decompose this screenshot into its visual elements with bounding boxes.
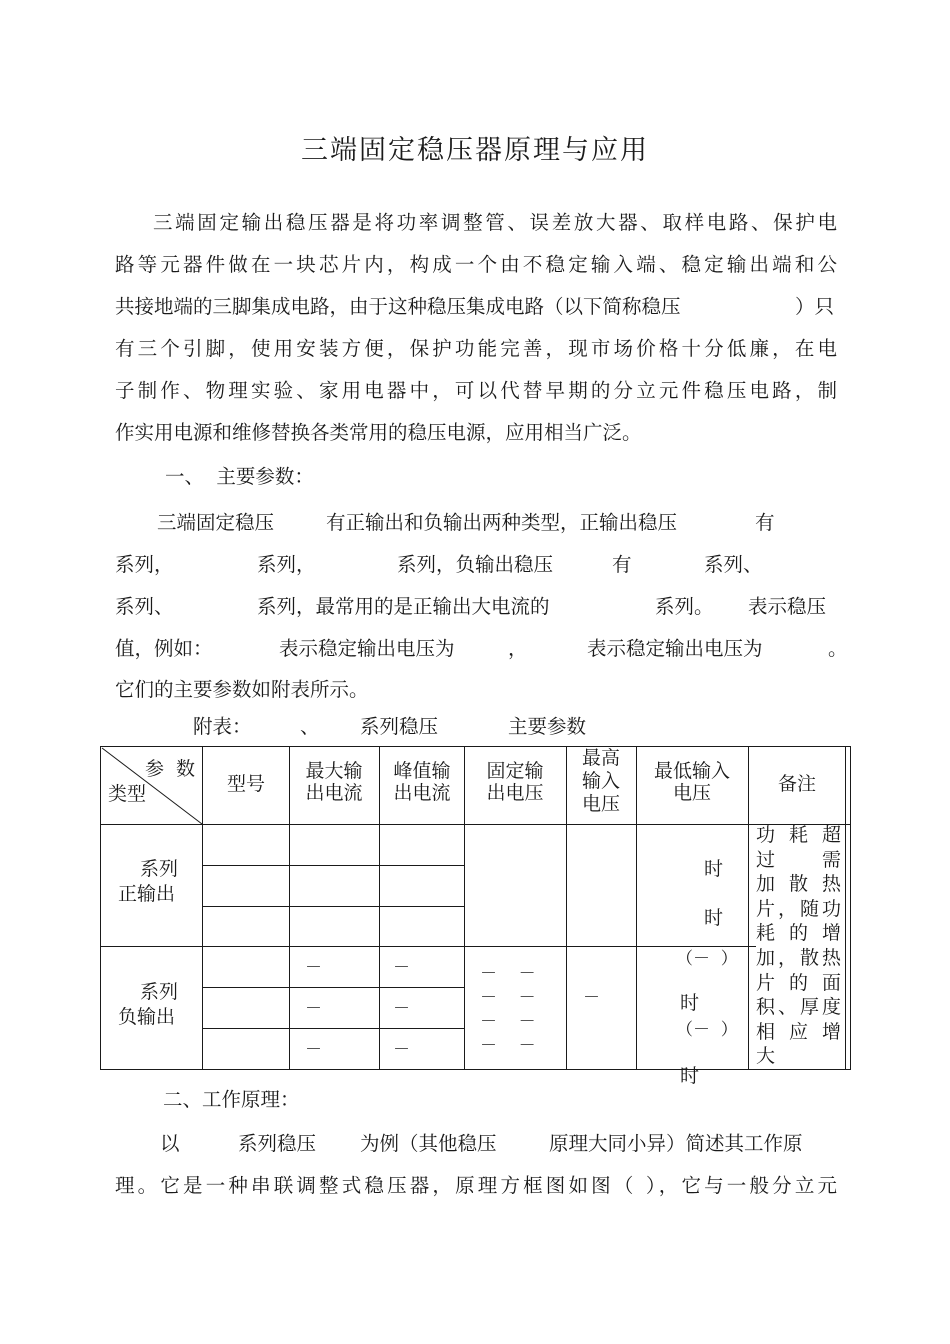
note-line: 加，散热 (756, 946, 841, 969)
note-line: 相 应 增 (756, 1020, 841, 1043)
peak-current-dash-1: － (393, 958, 410, 978)
intro-line-4: 有三个引脚，使用安装方便，保护功能完善，现市场价格十分低廉，在电 (115, 337, 837, 360)
min-input-2: 时 (704, 907, 724, 929)
s1-l3d: 表示稳压 (748, 595, 827, 618)
header-max-current: 最大输出电流 (305, 760, 363, 804)
corner-header-top: 参 数 (144, 758, 196, 780)
caption-c: 系列稳压 (360, 715, 439, 738)
row-negative-label: 负输出 (118, 1006, 176, 1028)
s2-l1d: 原理大同小异）简述其工作原 (549, 1132, 803, 1155)
caption-d: 主要参数 (508, 715, 587, 738)
intro-line-2: 路等元器件做在一块芯片内，构成一个由不稳定输入端、稳定输出端和公 (115, 253, 837, 276)
caption-b: 、 (300, 715, 320, 738)
page-title: 三端固定稳压器原理与应用 (301, 135, 649, 166)
s2-l2: 理。它是一种串联调整式稳压器，原理方框图如图（ ），它与一般分立元 (115, 1174, 837, 1197)
min-input-3: （－ ） (676, 949, 738, 969)
s1-l4d: 表示稳定输出电压为 (587, 637, 763, 660)
s1-l2e: 系列、 (704, 553, 763, 576)
header-peak-current: 峰值输出电流 (393, 760, 451, 804)
max-input-dash: － (583, 988, 600, 1008)
s1-l4e: 。 (828, 637, 848, 660)
header-note: 备注 (777, 773, 816, 795)
note-line: 过 需 (756, 848, 841, 871)
intro-line-6: 作实用电源和维修替换各类常用的稳压电源，应用相当广泛。 (115, 421, 642, 444)
s2-l1b: 系列稳压 (238, 1132, 317, 1155)
s1-l2c: 系列，负输出稳压 (397, 553, 554, 576)
fixed-voltage-dash-2: － － (480, 988, 536, 1008)
note-line: 耗 的 增 (756, 922, 841, 945)
fixed-voltage-dash-1: － － (480, 964, 536, 984)
section1-heading: 一、 主要参数： (165, 465, 314, 488)
section2-heading: 二、工作原理： (163, 1088, 300, 1111)
s1-l1c: 有 (755, 511, 775, 534)
header-model: 型号 (226, 773, 265, 795)
header-min-input: 最低输入电压 (653, 760, 730, 804)
s1-l3b: 系列，最常用的是正输出大电流的 (257, 595, 550, 618)
note-line: 大 (756, 1045, 776, 1068)
note-line: 加 散 热 (756, 873, 841, 896)
s2-l1a: 以 (160, 1132, 180, 1155)
s1-l1b: 有正输出和负输出两种类型，正输出稳压 (326, 511, 678, 534)
note-line: 功 耗 超 (756, 824, 841, 846)
peak-current-dash-2: － (393, 999, 410, 1019)
max-current-dash-3: － (305, 1040, 322, 1060)
peak-current-dash-3: － (393, 1040, 410, 1060)
s1-l4b: 表示稳定输出电压为 (279, 637, 455, 660)
fixed-voltage-dash-3: － － (480, 1012, 536, 1032)
row-negative-series: 系列 (140, 981, 179, 1003)
header-fixed-voltage: 固定输出电压 (486, 760, 544, 804)
s2-l1c: 为例（其他稳压 (360, 1132, 497, 1155)
corner-header-bottom: 类型 (108, 783, 147, 805)
s1-l1a: 三端固定稳压 (157, 511, 275, 534)
s1-l2d: 有 (612, 553, 632, 576)
min-input-6: 时 (680, 1065, 700, 1087)
min-input-1: 时 (704, 858, 724, 880)
intro-line-3-tail: ）只 (795, 295, 835, 318)
s1-l3a: 系列、 (115, 595, 174, 618)
intro-line-3: 共接地端的三脚集成电路，由于这种稳压集成电路（以下简称稳压 (115, 295, 681, 318)
s1-l2b: 系列， (257, 553, 316, 576)
note-text (756, 823, 841, 1069)
s1-l3c: 系列。 (655, 595, 714, 618)
s1-l2a: 系列， (115, 553, 174, 576)
min-input-4: 时 (680, 992, 700, 1014)
row-positive-series: 系列 (140, 858, 179, 880)
s1-l4a: 值，例如： (115, 637, 213, 660)
note-line: 片 的 面 (756, 971, 841, 994)
row-positive-label: 正输出 (118, 883, 176, 905)
intro-line-5: 子制作、物理实验、家用电器中，可以代替早期的分立元件稳压电路，制 (115, 379, 837, 402)
note-line: 片，随功 (756, 897, 841, 920)
fixed-voltage-dash-4: － － (480, 1036, 536, 1056)
caption-a: 附表： (193, 715, 252, 738)
s1-l4c: ， (508, 637, 528, 660)
header-max-input: 最高输入电压 (581, 747, 620, 815)
max-current-dash-2: － (305, 999, 322, 1019)
note-line: 积、厚度 (756, 996, 841, 1019)
min-input-5: （－ ） (676, 1020, 738, 1040)
max-current-dash-1: － (305, 958, 322, 978)
s1-l5: 它们的主要参数如附表所示。 (115, 678, 369, 701)
intro-line-1: 三端固定输出稳压器是将功率调整管、误差放大器、取样电路、保护电 (153, 211, 837, 234)
